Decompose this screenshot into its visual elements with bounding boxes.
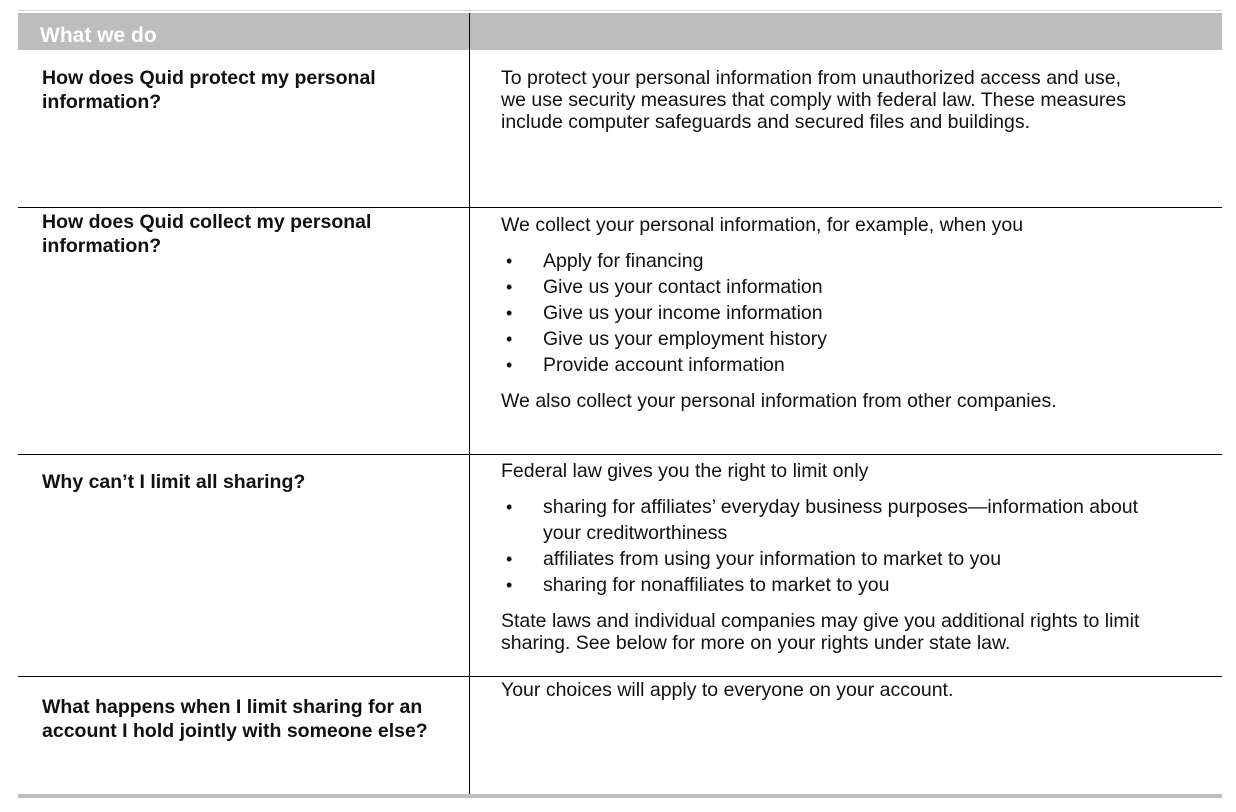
section-title: What we do: [40, 24, 157, 47]
row-answer: To protect your personal information from unauthorized access and use, we use security measures that comply with federal law. These measures include computer safeguards and secured files and buildings.: [501, 67, 1126, 133]
bullet-list: [501, 494, 1161, 598]
row-divider: [18, 676, 1222, 677]
top-border: [18, 10, 1222, 11]
list-item: • Give us your income information: [501, 300, 1201, 326]
row-answer: Your choices will apply to everyone on your account.: [501, 679, 954, 701]
list-item: • affiliates from using your information to market to you: [501, 546, 1161, 572]
list-item: • Apply for financing: [501, 248, 1201, 274]
answer-intro: Federal law gives you the right to limit only: [501, 460, 869, 482]
row-divider: [18, 207, 1222, 208]
bottom-border: [18, 794, 1222, 798]
bullet-list: [501, 248, 1201, 378]
answer-intro: We collect your personal information, for example, when you: [501, 214, 1024, 236]
row-question: Why can’t I limit all sharing?: [42, 471, 306, 493]
list-item: • Give us your employment history: [501, 326, 1201, 352]
column-divider: [469, 13, 470, 796]
answer-outro: State laws and individual companies may give you additional rights to limit sharing. See below for more on your rights under state law.: [501, 610, 1140, 654]
row-divider: [18, 454, 1222, 455]
list-item: • Give us your contact information: [501, 274, 1201, 300]
row-answer: [501, 460, 1201, 654]
row-question: What happens when I limit sharing for an account I hold jointly with someone else?: [42, 696, 428, 742]
list-item: • sharing for nonaffiliates to market to you: [501, 572, 1161, 598]
list-item: • Provide account information: [501, 352, 1201, 378]
row-question: How does Quid protect my personal information?: [42, 67, 376, 113]
list-item: • sharing for affiliates’ everyday business purposes—information about your creditworthiness: [501, 494, 1161, 546]
row-question: How does Quid collect my personal information?: [42, 211, 372, 257]
answer-outro: We also collect your personal information from other companies.: [501, 390, 1057, 412]
section-header: [18, 13, 1222, 50]
row-answer: [501, 214, 1201, 412]
